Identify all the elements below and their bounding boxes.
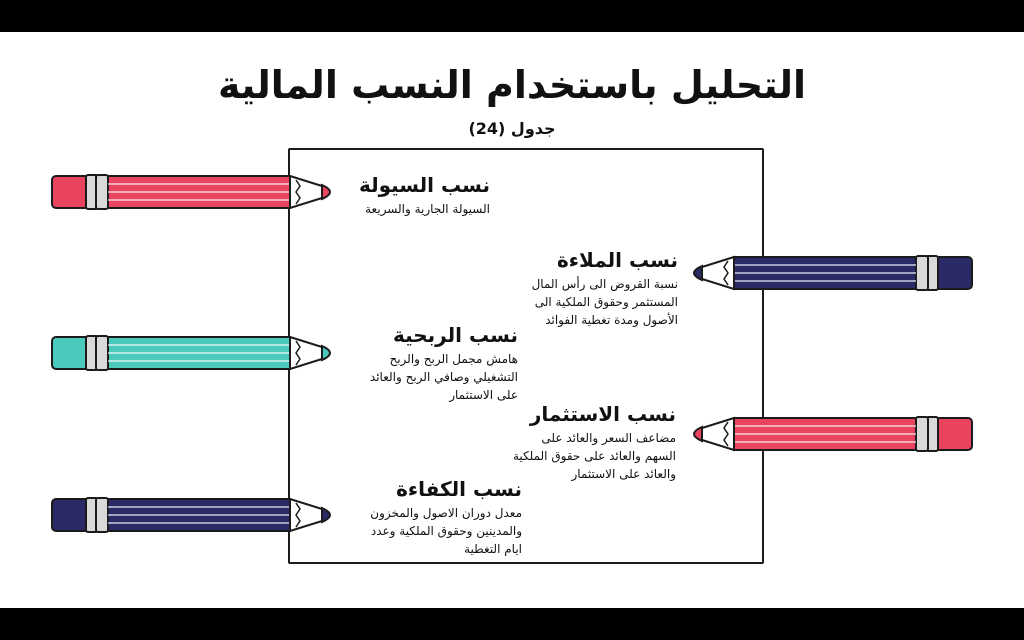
pencil-icon-efficiency: [50, 495, 340, 535]
liquidity-heading: نسب السيولة: [358, 173, 490, 197]
liquidity-ratios: [352, 172, 490, 218]
solvency-heading: نسب الملاءة: [557, 248, 678, 272]
pencil-icon-liquidity: [50, 172, 340, 212]
profitability-ratios: [352, 322, 518, 404]
slide: [0, 32, 1024, 608]
efficiency-ratios: [352, 476, 522, 558]
profitability-heading: نسب الربحية: [392, 323, 518, 347]
solvency-ratios: [510, 247, 678, 329]
solvency-description: نسبة القروض الى رأس المال المستثمر وحقوق الملكية الى الأصول ومدة تغطية الفوائد: [531, 277, 678, 327]
liquidity-description: السيولة الجارية والسريعة: [365, 202, 490, 216]
profitability-description: هامش مجمل الربح والربح التشغيلي وصافي الربح والعائد على الاستثمار: [369, 352, 518, 402]
pencil-icon-solvency: [684, 253, 974, 293]
investment-heading: نسب الاستثمار: [529, 402, 676, 426]
page-title: التحليل باستخدام النسب المالية: [217, 63, 807, 107]
efficiency-description: معدل دوران الاصول والمخزون والمدينين وحقوق الملكية وعدد ايام التغطية: [370, 506, 522, 556]
pencil-icon-investment: [684, 414, 974, 454]
investment-description: مضاعف السعر والعائد على السهم والعائد على حقوق الملكية والعائد على الاستثمار: [512, 431, 676, 481]
investment-ratios: [510, 401, 676, 483]
pencil-icon-profitability: [50, 333, 340, 373]
efficiency-heading: نسب الكفاءة: [396, 477, 522, 501]
table-caption: جدول (24): [468, 119, 556, 138]
